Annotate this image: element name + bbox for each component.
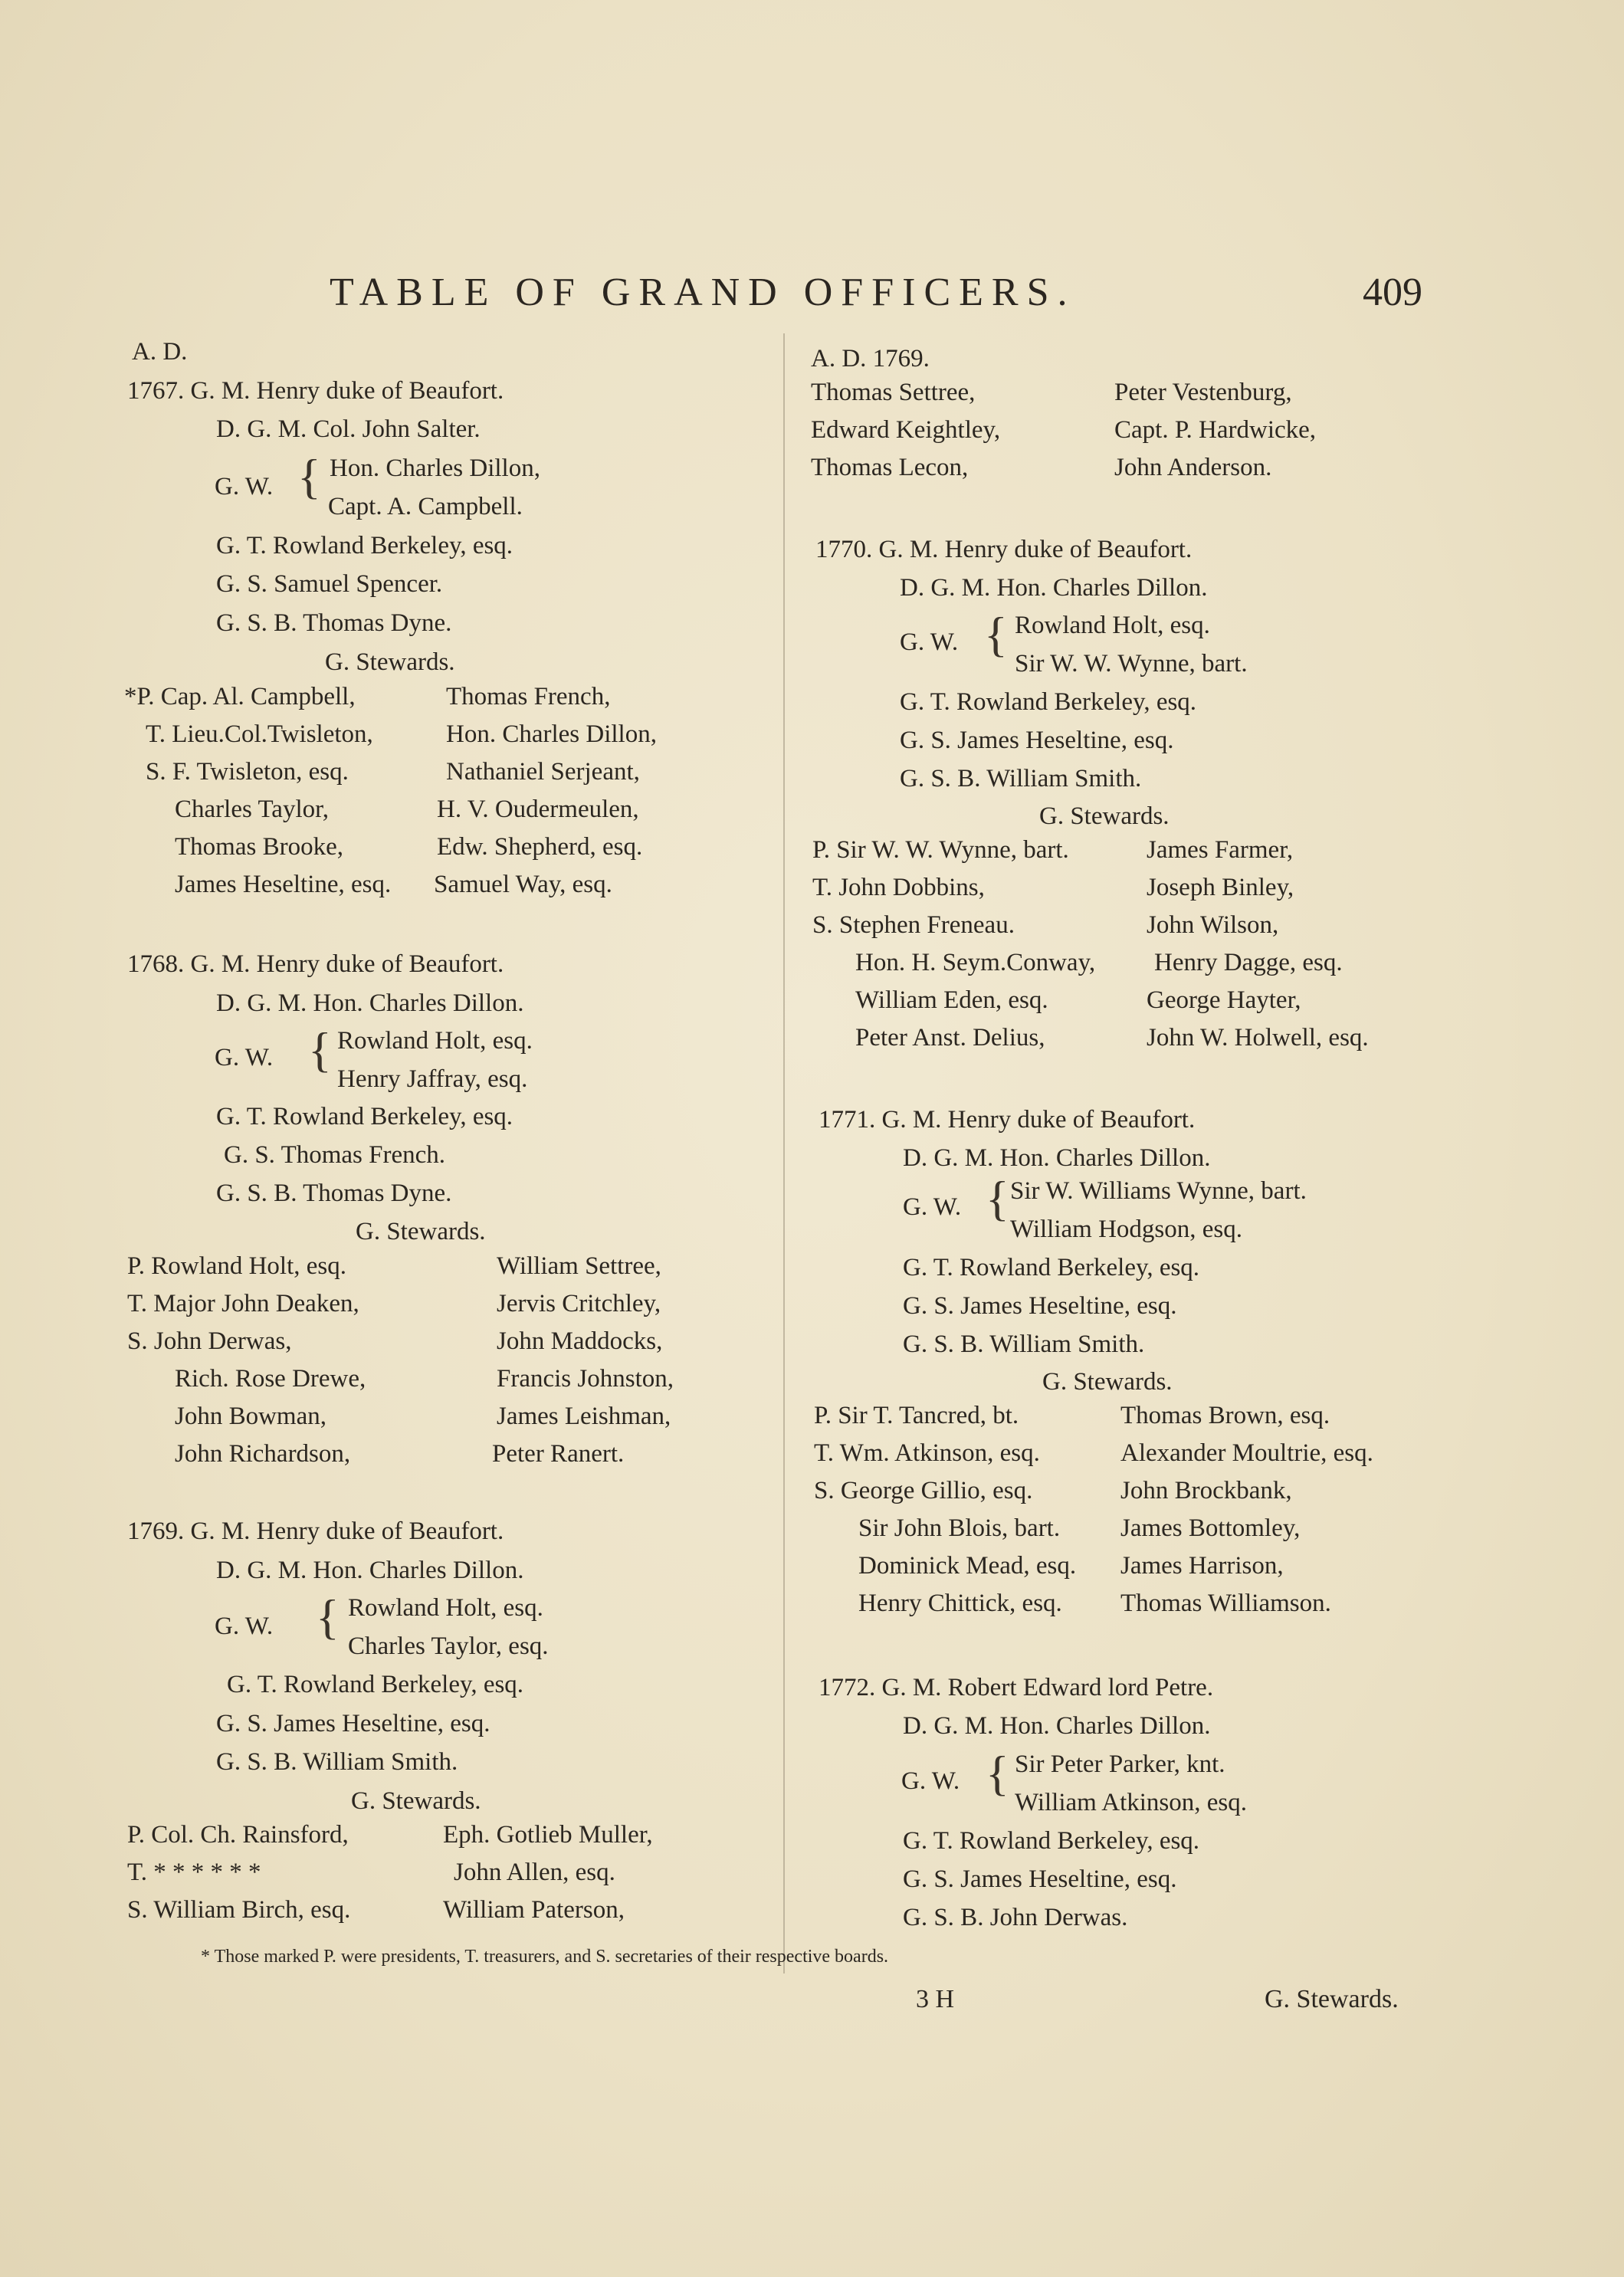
grand-warden-1768-2: Henry Jaffray, esq. bbox=[337, 1065, 528, 1093]
grand-warden-1767-2: Capt. A. Campbell. bbox=[328, 493, 523, 520]
steward-row: P. Sir T. Tancred, bt. Thomas Brown, esq. bbox=[814, 1402, 1330, 1429]
stewards-table-1769 bbox=[127, 1821, 725, 1934]
stewards-table-1767 bbox=[124, 683, 722, 908]
steward-row: John Richardson, Peter Ranert. bbox=[175, 1440, 625, 1468]
signature-mark: 3 H bbox=[916, 1985, 955, 2013]
brace-icon: { bbox=[984, 607, 1008, 661]
grand-secretary-1769: G. S. James Heseltine, esq. bbox=[216, 1710, 490, 1737]
steward-row: T. Lieu.Col.Twisleton, Hon. Charles Dillon, bbox=[146, 720, 657, 748]
stewards-table-1770 bbox=[812, 836, 1426, 1061]
stewards-table-1768 bbox=[127, 1252, 725, 1478]
grand-sword-bearer-1770: G. S. B. William Smith. bbox=[900, 765, 1142, 792]
anno-domini-heading: A. D. bbox=[132, 338, 188, 366]
stewards-table-1769-continued bbox=[811, 379, 1424, 491]
steward-row: S. F. Twisleton, esq. Nathaniel Serjeant, bbox=[146, 758, 640, 786]
grand-wardens-label-1768: G. W. bbox=[215, 1044, 274, 1071]
stewards-table-1771 bbox=[814, 1402, 1427, 1627]
steward-row: S. William Birch, esq. William Paterson, bbox=[127, 1896, 625, 1924]
brace-icon: { bbox=[297, 449, 321, 504]
steward-row: P. Rowland Holt, esq. William Settree, bbox=[127, 1252, 661, 1280]
deputy-grand-master-1769: D. G. M. Hon. Charles Dillon. bbox=[216, 1557, 524, 1584]
steward-row: T. Major John Deaken, Jervis Critchley, bbox=[127, 1290, 661, 1317]
grand-secretary-1772: G. S. James Heseltine, esq. bbox=[903, 1865, 1177, 1893]
grand-sword-bearer-1772: G. S. B. John Derwas. bbox=[903, 1904, 1128, 1931]
steward-row: Peter Anst. Delius, John W. Holwell, esq. bbox=[855, 1024, 1369, 1052]
brace-icon: { bbox=[986, 1746, 1009, 1800]
steward-row: Charles Taylor, H. V. Oudermeulen, bbox=[175, 796, 639, 823]
grand-warden-1772-2: William Atkinson, esq. bbox=[1015, 1789, 1247, 1816]
grand-treasurer-1767: G. T. Rowland Berkeley, esq. bbox=[216, 532, 513, 559]
grand-wardens-label-1772: G. W. bbox=[901, 1767, 960, 1795]
brace-icon: { bbox=[308, 1022, 332, 1077]
steward-row: Thomas Lecon, John Anderson. bbox=[811, 454, 1272, 481]
steward-row: Dominick Mead, esq. James Harrison, bbox=[858, 1552, 1284, 1580]
grand-warden-1772-1: Sir Peter Parker, knt. bbox=[1015, 1750, 1225, 1778]
grand-wardens-label-1771: G. W. bbox=[903, 1193, 962, 1221]
page-title: TABLE OF GRAND OFFICERS. bbox=[330, 271, 1076, 314]
grand-stewards-heading-1767: G. Stewards. bbox=[325, 648, 455, 676]
grand-secretary-1770: G. S. James Heseltine, esq. bbox=[900, 727, 1174, 754]
grand-treasurer-1772: G. T. Rowland Berkeley, esq. bbox=[903, 1827, 1200, 1855]
anno-domini-1769-heading: A. D. 1769. bbox=[811, 345, 930, 372]
grand-warden-1769-2: Charles Taylor, esq. bbox=[348, 1632, 549, 1660]
steward-row: James Heseltine, esq. Samuel Way, esq. bbox=[175, 871, 612, 898]
grand-stewards-heading-1769: G. Stewards. bbox=[351, 1787, 481, 1815]
grand-stewards-heading-1768: G. Stewards. bbox=[356, 1218, 486, 1245]
steward-row: T. * * * * * * John Allen, esq. bbox=[127, 1859, 615, 1886]
grand-wardens-label-1770: G. W. bbox=[900, 628, 959, 656]
steward-row: *P. Cap. Al. Campbell, Thomas French, bbox=[124, 683, 611, 710]
steward-row: William Eden, esq. George Hayter, bbox=[855, 986, 1301, 1014]
grand-master-1768: 1768. G. M. Henry duke of Beaufort. bbox=[127, 950, 504, 978]
grand-treasurer-1769: G. T. Rowland Berkeley, esq. bbox=[227, 1671, 524, 1698]
grand-sword-bearer-1767: G. S. B. Thomas Dyne. bbox=[216, 609, 452, 637]
grand-stewards-heading-1770: G. Stewards. bbox=[1039, 802, 1170, 830]
grand-master-1771: 1771. G. M. Henry duke of Beaufort. bbox=[819, 1106, 1196, 1134]
brace-icon: { bbox=[986, 1171, 1009, 1225]
grand-warden-1767-1: Hon. Charles Dillon, bbox=[330, 454, 540, 482]
steward-row: P. Sir W. W. Wynne, bart. James Farmer, bbox=[812, 836, 1294, 864]
steward-row: Henry Chittick, esq. Thomas Williamson. bbox=[858, 1590, 1331, 1617]
steward-row: S. George Gillio, esq. John Brockbank, bbox=[814, 1477, 1292, 1504]
grand-master-1767: 1767. G. M. Henry duke of Beaufort. bbox=[127, 377, 504, 405]
grand-stewards-heading-1771: G. Stewards. bbox=[1042, 1368, 1173, 1396]
grand-master-1770: 1770. G. M. Henry duke of Beaufort. bbox=[815, 536, 1193, 563]
grand-sword-bearer-1769: G. S. B. William Smith. bbox=[216, 1748, 458, 1776]
grand-warden-1770-2: Sir W. W. Wynne, bart. bbox=[1015, 650, 1248, 678]
footnote: * Those marked P. were presidents, T. treasurers, and S. secretaries of their respective boards. bbox=[201, 1947, 889, 1967]
grand-wardens-label-1767: G. W. bbox=[215, 473, 274, 500]
deputy-grand-master-1771: D. G. M. Hon. Charles Dillon. bbox=[903, 1144, 1211, 1172]
grand-treasurer-1771: G. T. Rowland Berkeley, esq. bbox=[903, 1254, 1200, 1281]
grand-warden-1770-1: Rowland Holt, esq. bbox=[1015, 612, 1210, 639]
steward-row: T. John Dobbins, Joseph Binley, bbox=[812, 874, 1294, 901]
steward-row: P. Col. Ch. Rainsford, Eph. Gotlieb Muller, bbox=[127, 1821, 653, 1849]
column-divider bbox=[783, 333, 785, 1974]
grand-secretary-1771: G. S. James Heseltine, esq. bbox=[903, 1292, 1177, 1320]
grand-secretary-1768: G. S. Thomas French. bbox=[224, 1141, 446, 1169]
steward-row: John Bowman, James Leishman, bbox=[175, 1403, 671, 1430]
grand-master-1772: 1772. G. M. Robert Edward lord Petre. bbox=[819, 1674, 1214, 1701]
grand-sword-bearer-1771: G. S. B. William Smith. bbox=[903, 1330, 1145, 1358]
brace-icon: { bbox=[316, 1590, 340, 1644]
steward-row: S. John Derwas, John Maddocks, bbox=[127, 1327, 663, 1355]
catchword: G. Stewards. bbox=[1265, 1985, 1399, 2013]
grand-warden-1769-1: Rowland Holt, esq. bbox=[348, 1594, 543, 1622]
steward-row: Thomas Brooke, Edw. Shepherd, esq. bbox=[175, 833, 643, 861]
grand-wardens-label-1769: G. W. bbox=[215, 1613, 274, 1640]
steward-row: Rich. Rose Drewe, Francis Johnston, bbox=[175, 1365, 674, 1393]
steward-row: Hon. H. Seym.Conway, Henry Dagge, esq. bbox=[855, 949, 1343, 976]
steward-row: Edward Keightley, Capt. P. Hardwicke, bbox=[811, 416, 1317, 444]
grand-warden-1771-2: William Hodgson, esq. bbox=[1010, 1216, 1242, 1243]
grand-master-1769: 1769. G. M. Henry duke of Beaufort. bbox=[127, 1517, 504, 1545]
steward-row: S. Stephen Freneau. John Wilson, bbox=[812, 911, 1279, 939]
steward-row: T. Wm. Atkinson, esq. Alexander Moultrie, esq. bbox=[814, 1439, 1373, 1467]
grand-warden-1768-1: Rowland Holt, esq. bbox=[337, 1027, 533, 1055]
deputy-grand-master-1767: D. G. M. Col. John Salter. bbox=[216, 415, 481, 443]
deputy-grand-master-1770: D. G. M. Hon. Charles Dillon. bbox=[900, 574, 1208, 602]
grand-sword-bearer-1768: G. S. B. Thomas Dyne. bbox=[216, 1180, 452, 1207]
steward-row: Sir John Blois, bart. James Bottomley, bbox=[858, 1514, 1301, 1542]
grand-secretary-1767: G. S. Samuel Spencer. bbox=[216, 570, 443, 598]
steward-row: Thomas Settree, Peter Vestenburg, bbox=[811, 379, 1292, 406]
grand-treasurer-1768: G. T. Rowland Berkeley, esq. bbox=[216, 1103, 513, 1130]
page-number: 409 bbox=[1363, 271, 1422, 314]
deputy-grand-master-1772: D. G. M. Hon. Charles Dillon. bbox=[903, 1712, 1211, 1740]
grand-treasurer-1770: G. T. Rowland Berkeley, esq. bbox=[900, 688, 1197, 716]
deputy-grand-master-1768: D. G. M. Hon. Charles Dillon. bbox=[216, 989, 524, 1017]
grand-warden-1771-1: Sir W. Williams Wynne, bart. bbox=[1010, 1177, 1307, 1205]
